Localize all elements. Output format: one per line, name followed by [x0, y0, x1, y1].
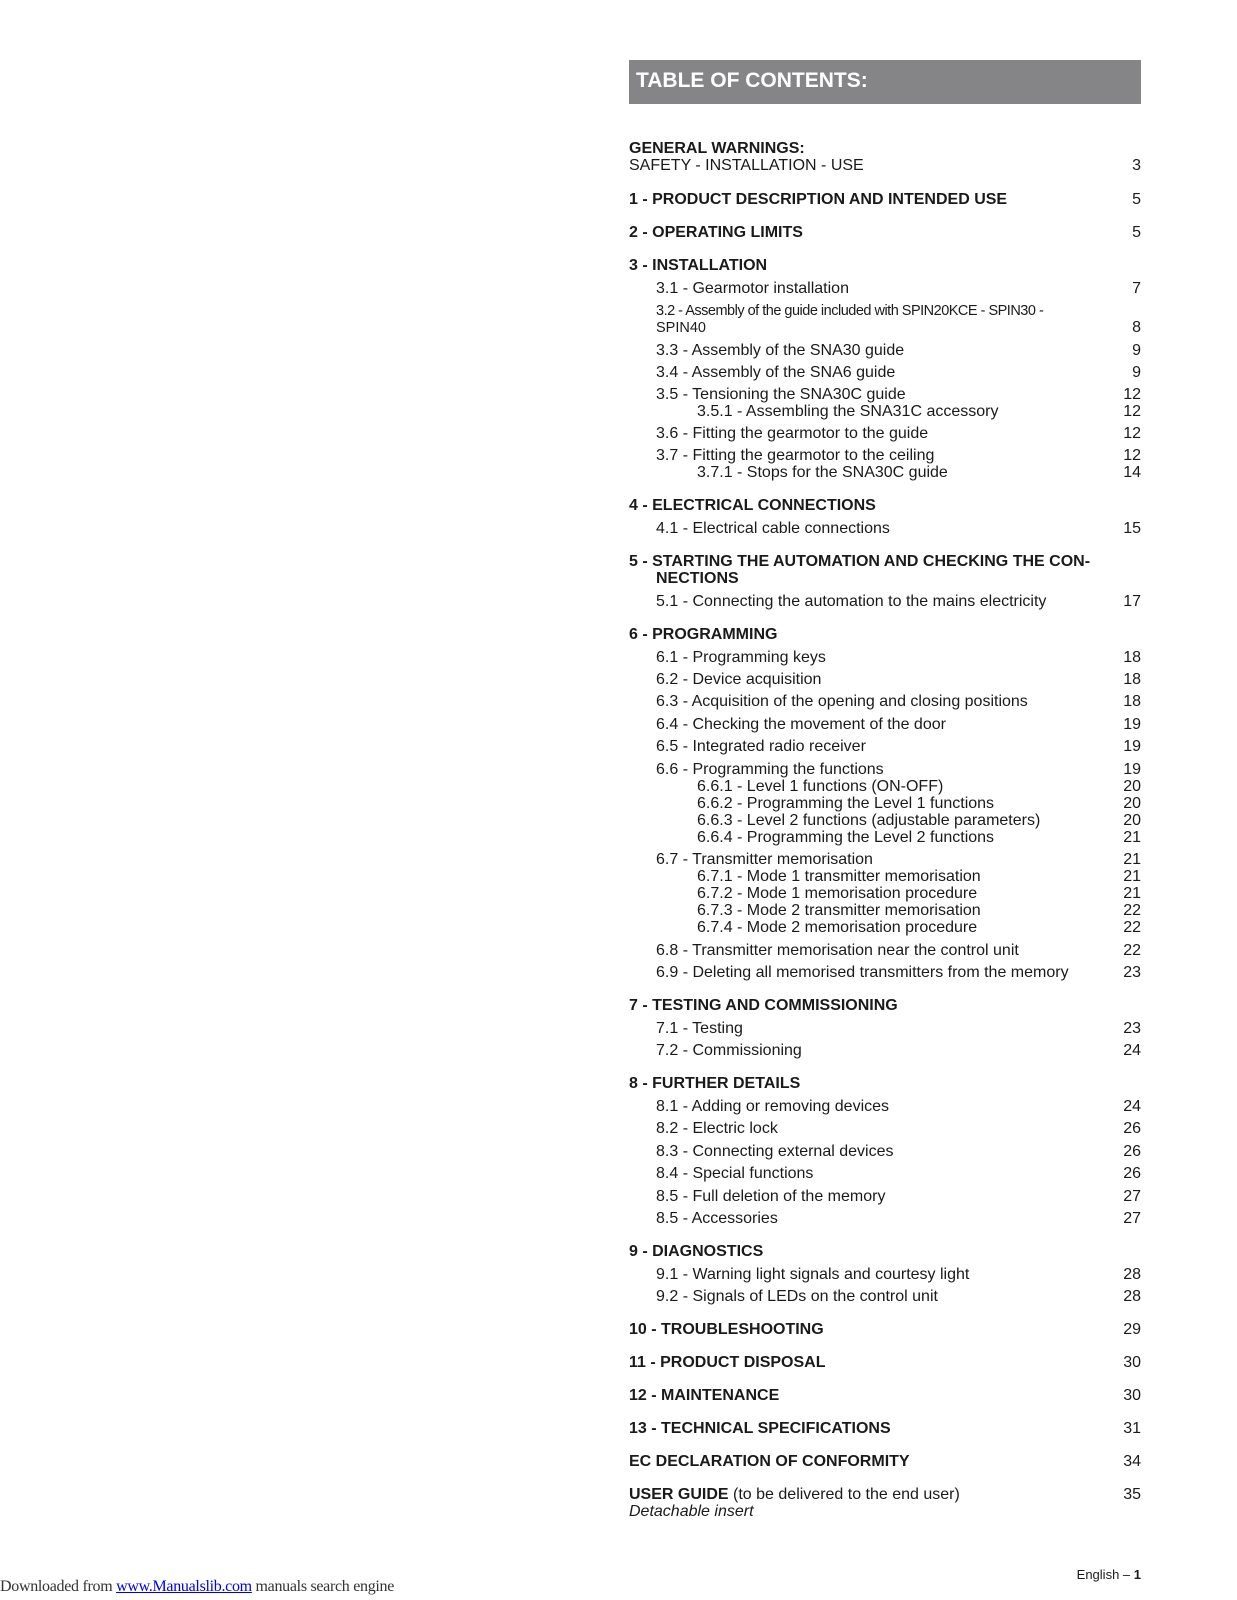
toc-page-number: 27 [1123, 1188, 1141, 1205]
toc-page-number: 28 [1123, 1288, 1141, 1305]
toc-page-number: 22 [1123, 919, 1141, 936]
toc-item-6-7[interactable]: 6.7 - Transmitter memorisation [656, 851, 873, 868]
toc-item-3-4[interactable]: 3.4 - Assembly of the SNA6 guide [656, 364, 896, 381]
toc-section-13[interactable]: 13 - TECHNICAL SPECIFICATIONS [629, 1420, 891, 1437]
toc-item-9-2[interactable]: 9.2 - Signals of LEDs on the control unit [656, 1288, 938, 1305]
toc-item-7-1[interactable]: 7.1 - Testing [656, 1020, 743, 1037]
toc-page-number: 28 [1123, 1266, 1141, 1283]
toc-page-number: 22 [1123, 902, 1141, 919]
toc-title: TABLE OF CONTENTS: [636, 69, 868, 92]
toc-page-number: 20 [1123, 778, 1141, 795]
toc-item-8-5[interactable]: 8.5 - Full deletion of the memory [656, 1188, 886, 1205]
toc-item-6-6-3[interactable]: 6.6.3 - Level 2 functions (adjustable parameters) [697, 812, 1041, 829]
toc-item-8-3[interactable]: 8.3 - Connecting external devices [656, 1143, 894, 1160]
watermark-prefix: Downloaded from [0, 1578, 117, 1595]
toc-user-guide-note: (to be delivered to the end user) [733, 1486, 960, 1503]
toc-section-12[interactable]: 12 - MAINTENANCE [629, 1387, 780, 1404]
toc-item-3-7[interactable]: 3.7 - Fitting the gearmotor to the ceiling [656, 447, 935, 464]
toc-item-3-6[interactable]: 3.6 - Fitting the gearmotor to the guide [656, 425, 929, 442]
toc-page-number: 21 [1123, 851, 1141, 868]
watermark-link[interactable]: www.Manualslib.com [116, 1578, 252, 1595]
toc-page-number: 3 [1132, 157, 1141, 174]
toc-page-number: 5 [1132, 224, 1141, 241]
toc-page-number: 26 [1123, 1120, 1141, 1137]
toc-page-number: 34 [1123, 1453, 1141, 1470]
toc-page-number: 5 [1132, 191, 1141, 208]
toc-item-6-9[interactable]: 6.9 - Deleting all memorised transmitters from the memory [656, 964, 1069, 981]
toc-item-3-7-1[interactable]: 3.7.1 - Stops for the SNA30C guide [697, 464, 948, 481]
toc-item-6-6-2[interactable]: 6.6.2 - Programming the Level 1 functions [697, 795, 995, 812]
toc-general-warnings-subtitle[interactable]: SAFETY - INSTALLATION - USE [629, 157, 864, 174]
toc-page-number: 19 [1123, 738, 1141, 755]
toc-item-6-1[interactable]: 6.1 - Programming keys [656, 649, 826, 666]
toc-section-2[interactable]: 2 - OPERATING LIMITS [629, 224, 803, 241]
toc-page-number: 22 [1123, 942, 1141, 959]
toc-page-number: 21 [1123, 868, 1141, 885]
toc-page-number: 20 [1123, 812, 1141, 829]
toc-page-number: 27 [1123, 1210, 1141, 1227]
toc-item-6-7-3[interactable]: 6.7.3 - Mode 2 transmitter memorisation [697, 902, 981, 919]
toc-item-6-6-4[interactable]: 6.6.4 - Programming the Level 2 functions [697, 829, 995, 846]
toc-item-6-4[interactable]: 6.4 - Checking the movement of the door [656, 716, 946, 733]
toc-section-5[interactable]: 5 - STARTING THE AUTOMATION AND CHECKING THE CON- [629, 553, 1091, 570]
toc-item-3-2-cont[interactable]: SPIN40 [656, 320, 706, 336]
toc-section-5-cont[interactable]: NECTIONS [656, 570, 739, 587]
toc-page-number: 12 [1123, 447, 1141, 464]
toc-page-number: 12 [1123, 386, 1141, 403]
toc-section-7[interactable]: 7 - TESTING AND COMMISSIONING [629, 997, 898, 1014]
toc-page-number: 19 [1123, 761, 1141, 778]
toc-section-8[interactable]: 8 - FURTHER DETAILS [629, 1075, 801, 1092]
toc-item-6-8[interactable]: 6.8 - Transmitter memorisation near the control unit [656, 942, 1019, 959]
toc-user-guide-title: USER GUIDE [629, 1486, 729, 1503]
toc-item-6-7-2[interactable]: 6.7.2 - Mode 1 memorisation procedure [697, 885, 978, 902]
toc-page-number: 9 [1132, 342, 1141, 359]
toc-page-number: 35 [1123, 1486, 1141, 1503]
footer-page-number: 1 [1133, 1567, 1141, 1582]
toc-item-5-1[interactable]: 5.1 - Connecting the automation to the mains electricity [656, 593, 1047, 610]
toc-item-6-3[interactable]: 6.3 - Acquisition of the opening and closing positions [656, 693, 1028, 710]
toc-page-number: 23 [1123, 1020, 1141, 1037]
toc-item-3-3[interactable]: 3.3 - Assembly of the SNA30 guide [656, 342, 905, 359]
toc-item-8-6[interactable]: 8.5 - Accessories [656, 1210, 778, 1227]
toc-section-6[interactable]: 6 - PROGRAMMING [629, 626, 778, 643]
toc-page-number: 29 [1123, 1321, 1141, 1338]
toc-page-number: 8 [1132, 319, 1141, 336]
toc-page-number: 12 [1123, 425, 1141, 442]
toc-item-9-1[interactable]: 9.1 - Warning light signals and courtesy light [656, 1266, 970, 1283]
toc-section-3[interactable]: 3 - INSTALLATION [629, 257, 768, 274]
toc-page-number: 26 [1123, 1143, 1141, 1160]
download-watermark [0, 1578, 394, 1596]
toc-item-8-1[interactable]: 8.1 - Adding or removing devices [656, 1098, 890, 1115]
toc-item-6-7-1[interactable]: 6.7.1 - Mode 1 transmitter memorisation [697, 868, 981, 885]
toc-item-6-2[interactable]: 6.2 - Device acquisition [656, 671, 822, 688]
toc-item-8-2[interactable]: 8.2 - Electric lock [656, 1120, 778, 1137]
toc-user-guide[interactable] [629, 1486, 960, 1504]
toc-page-number: 24 [1123, 1098, 1141, 1115]
toc-page-number: 19 [1123, 716, 1141, 733]
toc-page-number: 30 [1123, 1387, 1141, 1404]
toc-section-11[interactable]: 11 - PRODUCT DISPOSAL [629, 1354, 826, 1371]
toc-page-number: 9 [1132, 364, 1141, 381]
toc-item-3-2[interactable]: 3.2 - Assembly of the guide included with SPIN20KCE - SPIN30 - [656, 303, 1044, 319]
toc-item-3-5[interactable]: 3.5 - Tensioning the SNA30C guide [656, 386, 906, 403]
toc-page-number: 14 [1123, 464, 1141, 481]
toc-section-4[interactable]: 4 - ELECTRICAL CONNECTIONS [629, 497, 876, 514]
toc-page-number: 15 [1123, 520, 1141, 537]
toc-item-6-6[interactable]: 6.6 - Programming the functions [656, 761, 884, 778]
toc-section-10[interactable]: 10 - TROUBLESHOOTING [629, 1321, 824, 1338]
toc-page-number: 18 [1123, 649, 1141, 666]
toc-ec-declaration[interactable]: EC DECLARATION OF CONFORMITY [629, 1453, 910, 1470]
toc-page-number: 18 [1123, 671, 1141, 688]
toc-page-number: 26 [1123, 1165, 1141, 1182]
footer-language: English – [1076, 1567, 1131, 1582]
toc-section-9[interactable]: 9 - DIAGNOSTICS [629, 1243, 764, 1260]
toc-page-number: 31 [1123, 1420, 1141, 1437]
toc-item-6-5[interactable]: 6.5 - Integrated radio receiver [656, 738, 866, 755]
toc-page-number: 7 [1132, 280, 1141, 297]
toc-item-3-1[interactable]: 3.1 - Gearmotor installation [656, 280, 849, 297]
page-footer [1077, 1567, 1141, 1582]
toc-general-warnings-title[interactable]: GENERAL WARNINGS: [629, 140, 805, 157]
toc-page-number: 21 [1123, 829, 1141, 846]
toc-page-number: 17 [1123, 593, 1141, 610]
toc-item-8-4[interactable]: 8.4 - Special functions [656, 1165, 814, 1182]
toc-page-number: 24 [1123, 1042, 1141, 1059]
toc-item-3-5-1[interactable]: 3.5.1 - Assembling the SNA31C accessory [697, 403, 999, 420]
toc-section-1[interactable]: 1 - PRODUCT DESCRIPTION AND INTENDED USE [629, 191, 1008, 208]
toc-page-number: 20 [1123, 795, 1141, 812]
toc-item-6-6-1[interactable]: 6.6.1 - Level 1 functions (ON-OFF) [697, 778, 944, 795]
toc-page-number: 12 [1123, 403, 1141, 420]
toc-item-4-1[interactable]: 4.1 - Electrical cable connections [656, 520, 890, 537]
toc-item-7-2[interactable]: 7.2 - Commissioning [656, 1042, 802, 1059]
toc-page-number: 30 [1123, 1354, 1141, 1371]
watermark-suffix: manuals search engine [251, 1578, 395, 1595]
toc-page-number: 21 [1123, 885, 1141, 902]
toc-item-6-7-4[interactable]: 6.7.4 - Mode 2 memorisation procedure [697, 919, 978, 936]
toc-page-number: 18 [1123, 693, 1141, 710]
toc-page-number: 23 [1123, 964, 1141, 981]
toc-user-guide-sub: Detachable insert [629, 1503, 754, 1520]
